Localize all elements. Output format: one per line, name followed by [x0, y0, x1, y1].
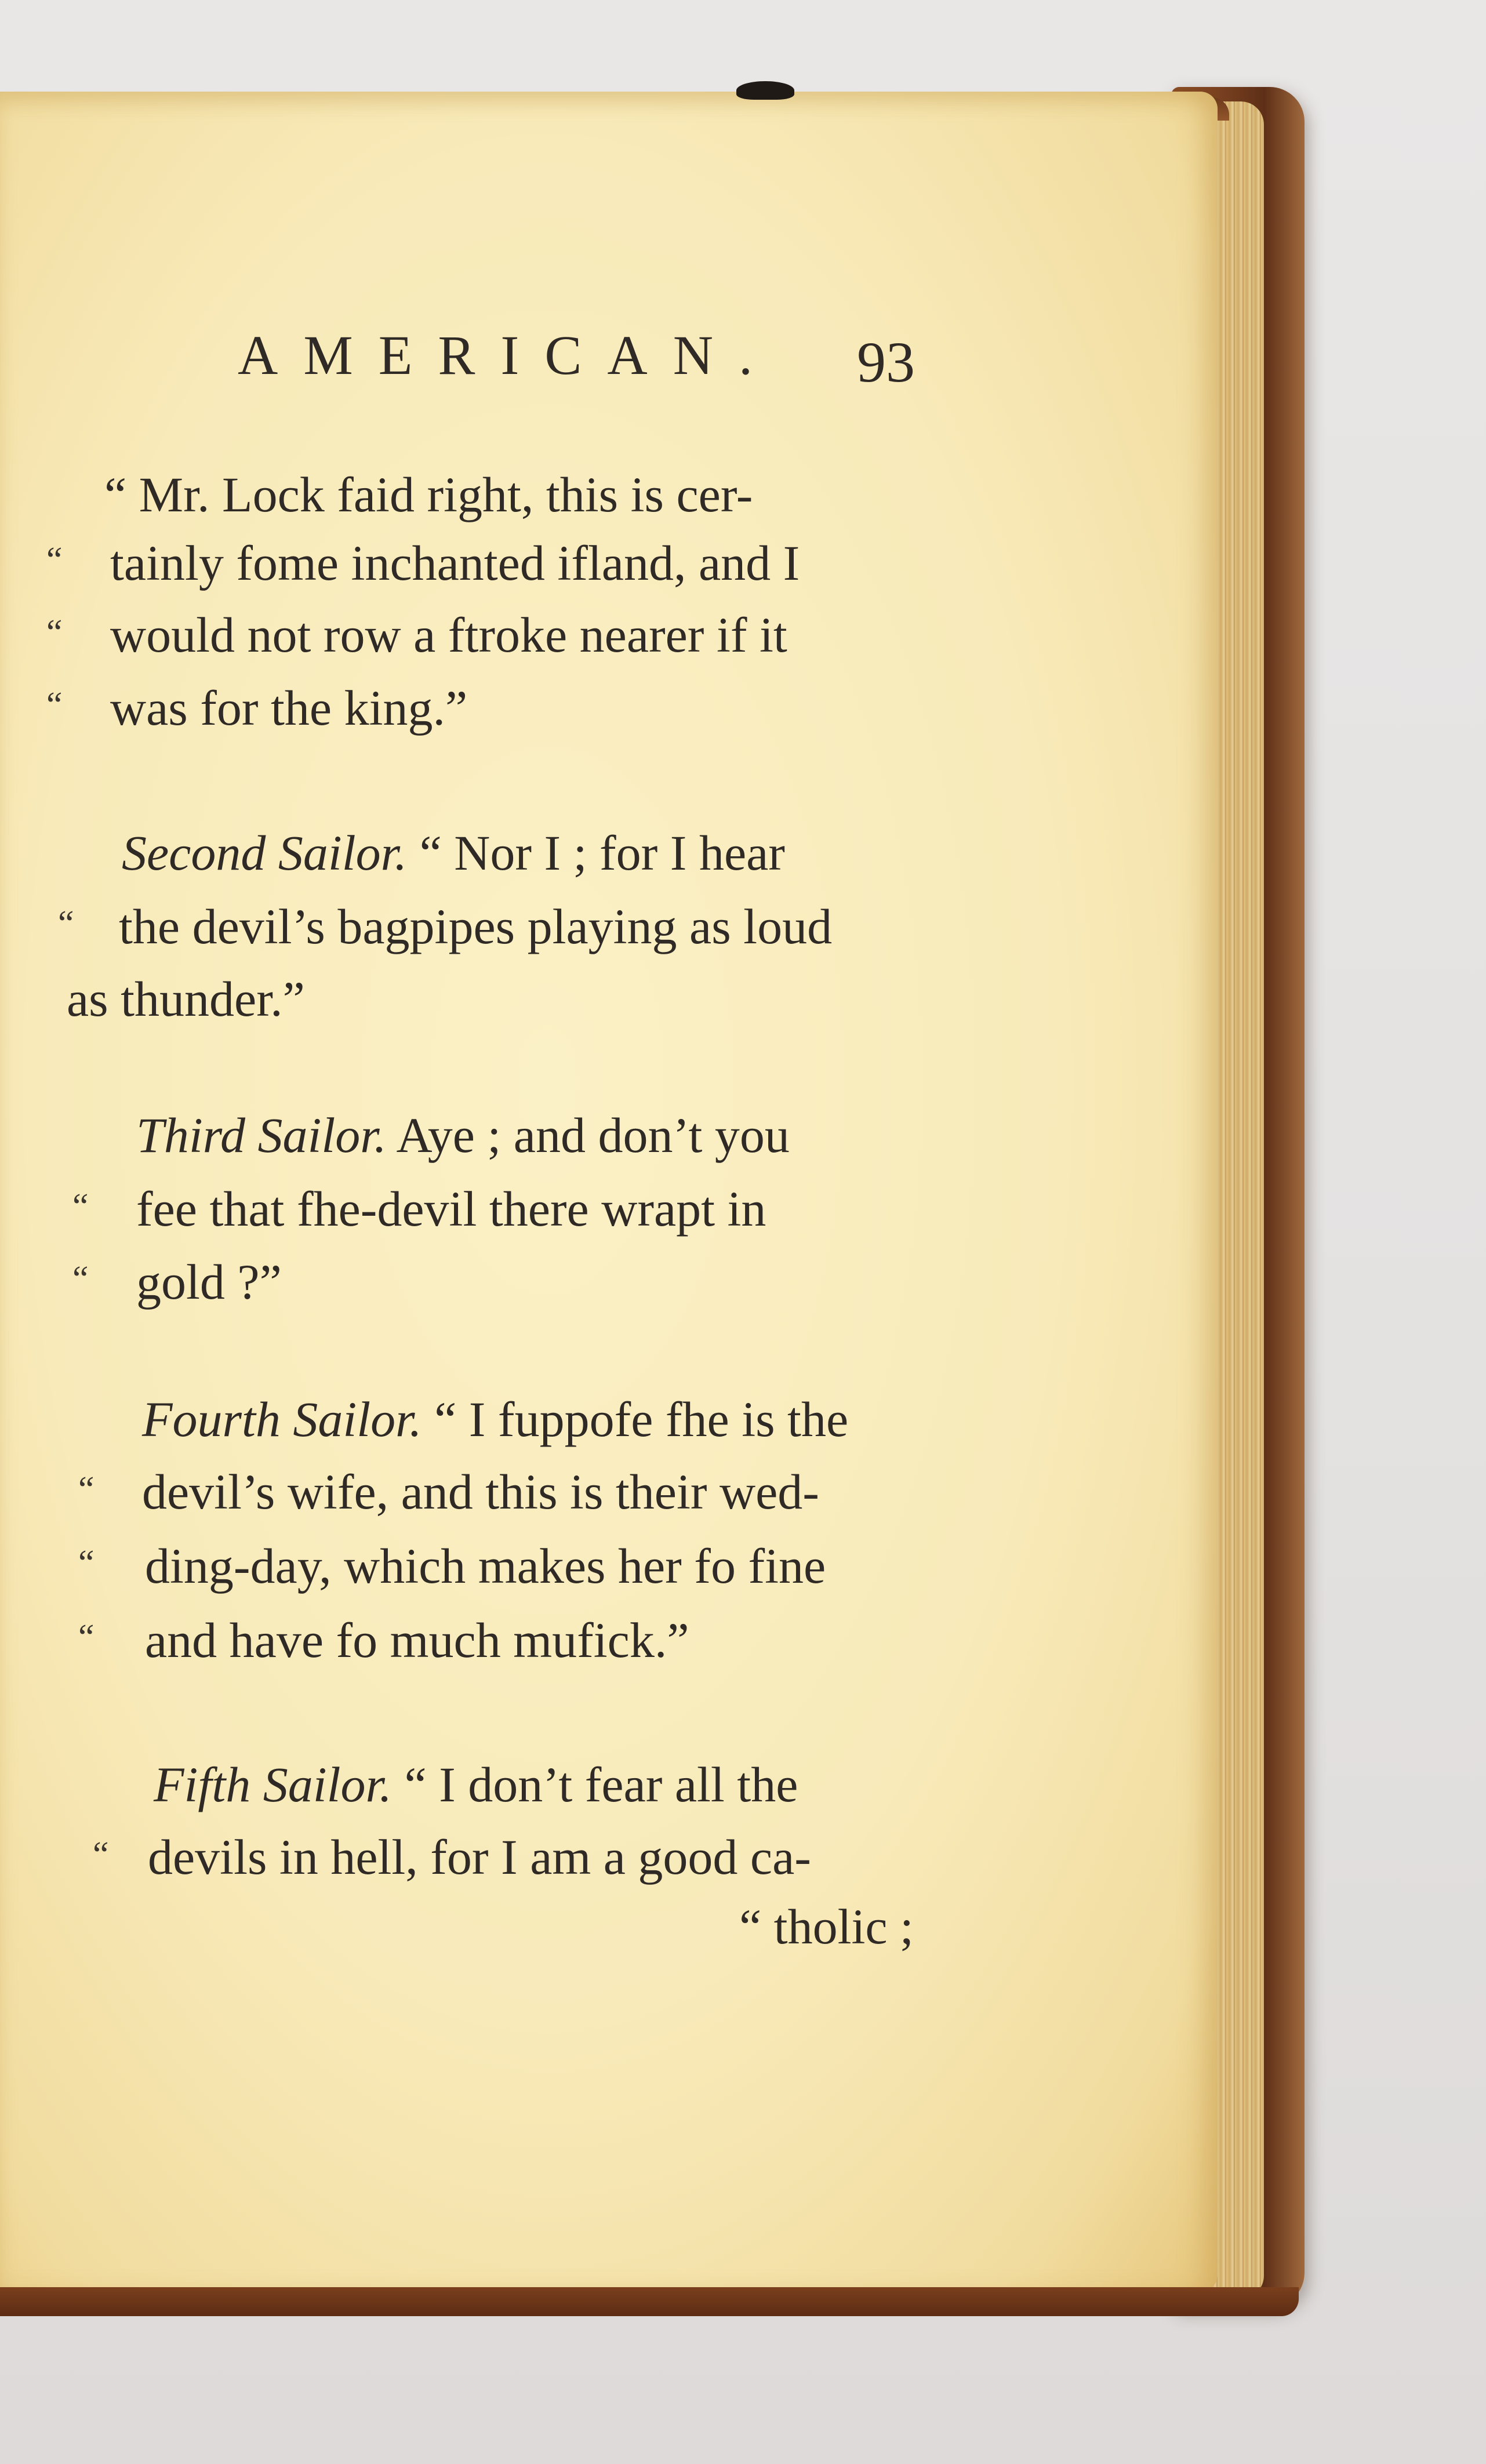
- running-head: AMERICAN.: [238, 324, 779, 386]
- speech-text: Aye ; and don’t you: [396, 1107, 790, 1163]
- speech-line: [136, 1107, 790, 1163]
- speech-line: [122, 825, 785, 881]
- speech-text: “ Nor I ; for I hear: [419, 825, 785, 881]
- text-line: was for the king.”: [110, 680, 468, 736]
- catchword: “ tholic ;: [739, 1899, 914, 1954]
- speaker-name: Fifth Sailor.: [154, 1757, 392, 1812]
- speech-line: [154, 1757, 798, 1812]
- text-line: gold ?”: [136, 1254, 282, 1310]
- text-line: “ Mr. Lock faid right, this is cer-: [104, 467, 753, 522]
- quote-mark: “: [78, 1618, 95, 1657]
- quote-mark: “: [46, 613, 63, 652]
- text-line: as thunder.”: [67, 971, 305, 1027]
- page-number: 93: [857, 330, 915, 394]
- quote-mark: “: [58, 904, 74, 943]
- quote-mark: “: [72, 1259, 89, 1299]
- speech-text: “ I fuppofe fhe is the: [434, 1391, 849, 1447]
- quote-mark: “: [93, 1835, 109, 1874]
- quote-mark: “: [46, 685, 63, 725]
- speaker-name: Second Sailor.: [122, 825, 408, 881]
- text-line: fee that fhe-devil there wrapt in: [136, 1181, 766, 1237]
- book-cover-bottom-edge: [0, 2287, 1299, 2316]
- speaker-name: Third Sailor.: [136, 1107, 387, 1163]
- text-line: devils in hell, for I am a good ca-: [148, 1829, 811, 1885]
- bookmark-ribbon: [736, 81, 794, 100]
- quote-mark: “: [78, 1470, 95, 1509]
- text-line: ding-day, which makes her fo fine: [145, 1538, 826, 1594]
- text-line: the devil’s bagpipes playing as loud: [119, 899, 833, 954]
- quote-mark: “: [78, 1543, 95, 1583]
- text-line: would not row a ftroke nearer if it: [110, 607, 787, 663]
- quote-mark: “: [46, 540, 63, 580]
- text-line: tainly fome inchanted ifland, and I: [110, 535, 800, 591]
- text-line: and have fo much mufick.”: [145, 1612, 689, 1668]
- speaker-name: Fourth Sailor.: [142, 1391, 422, 1447]
- speech-line: [142, 1391, 849, 1447]
- text-line: devil’s wife, and this is their wed-: [142, 1464, 819, 1520]
- speech-text: “ I don’t fear all the: [404, 1757, 798, 1812]
- quote-mark: “: [72, 1187, 89, 1226]
